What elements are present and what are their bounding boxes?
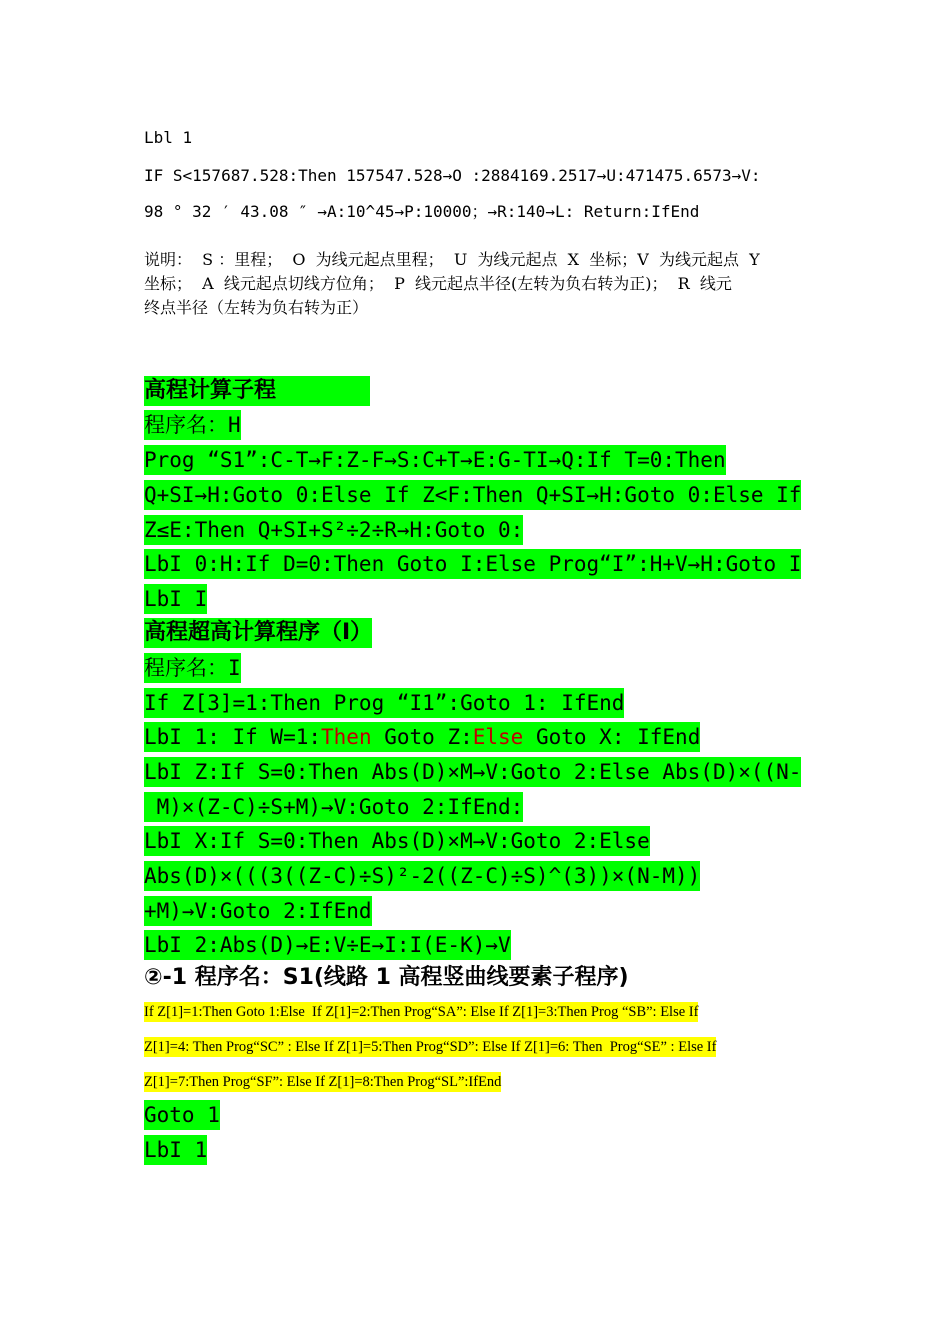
code-segment: Goto X: IfEnd — [523, 725, 701, 749]
code-line: LbI I — [144, 584, 207, 614]
note-line-3: 终点半径（左转为负右转为正） — [144, 298, 369, 317]
then-keyword: Then — [321, 725, 372, 749]
section-i-name: 程序名：I — [144, 653, 241, 683]
code-line: Abs(D)×(((3((Z-C)÷S)²-2((Z-C)÷S)^(3))×(N-M)) — [144, 861, 700, 891]
angle-line: 98 ° 32 ′ 43.08 ″ →A:10^45→P:10000；→R:140→L: Return:IfEnd — [144, 202, 700, 221]
note-line-2: 坐标； A 线元起点切线方位角； P 线元起点半径(左转为负右转为正)； R 线元 — [144, 274, 732, 293]
code-line: Z≤E:Then Q+SI+S²÷2÷R→H:Goto 0: — [144, 515, 523, 545]
lbl-1-line: Lbl 1 — [144, 128, 193, 147]
code-line-then-else — [144, 722, 700, 752]
yellow-code-line: Z[1]=7:Then Prog“SF”: Else If Z[1]=8:Then Prog“SL”:IfEnd — [144, 1074, 502, 1090]
code-line: Prog “S1”:C-T→F:Z-F→S:C+T→E:G-TI→Q:If T=0:Then — [144, 445, 726, 475]
note-line-1: 说明： S ：里程； O 为线元起点里程； U 为线元起点 X 坐标；V 为线元起点 Y — [144, 250, 760, 269]
yellow-code-line: Z[1]=4: Then Prog“SC” : Else If Z[1]=5:Then Prog“SD”: Else If Z[1]=6: Then Prog“SE” : Else If — [144, 1039, 717, 1055]
section-h-title: 高程计算子程 — [144, 376, 370, 406]
lbl-line: LbI 1 — [144, 1135, 207, 1165]
section-s1-title: ②-1 程序名：S1(线路 1 高程竖曲线要素子程序) — [144, 965, 629, 990]
yellow-code-line: If Z[1]=1:Then Goto 1:Else If Z[1]=2:Then Prog“SA”: Else If Z[1]=3:Then Prog “SB”: Else If — [144, 1004, 699, 1020]
code-line: Q+SI→H:Goto 0:Else If Z<F:Then Q+SI→H:Goto 0:Else If — [144, 480, 801, 510]
else-keyword: Else — [472, 725, 524, 749]
code-line: LbI 0:H:If D=0:Then Goto I:Else Prog“I”:H+V→H:Goto I — [144, 549, 801, 579]
code-segment: Goto Z: — [371, 725, 473, 749]
code-line: +M)→V:Goto 2:IfEnd — [144, 896, 372, 926]
code-segment: LbI 1: If W=1: — [144, 725, 322, 749]
code-line: M)×(Z-C)÷S+M)→V:Goto 2:IfEnd: — [144, 792, 523, 822]
section-h-name: 程序名：H — [144, 410, 241, 440]
if-s-line: IF S<157687.528:Then 157547.528→O :2884169.2517→U:471475.6573→V: — [144, 166, 761, 185]
code-line: If Z[3]=1:Then Prog “I1”:Goto 1: IfEnd — [144, 688, 624, 718]
code-line: LbI 2:Abs(D)→E:V÷E→I:I(E-K)→V — [144, 930, 511, 960]
code-line: LbI Z:If S=0:Then Abs(D)×M→V:Goto 2:Else Abs(D)×((N- — [144, 757, 801, 787]
code-line: LbI X:If S=0:Then Abs(D)×M→V:Goto 2:Else — [144, 826, 650, 856]
section-i-title: 高程超高计算程序（I） — [144, 618, 372, 648]
goto-line: Goto 1 — [144, 1100, 220, 1130]
